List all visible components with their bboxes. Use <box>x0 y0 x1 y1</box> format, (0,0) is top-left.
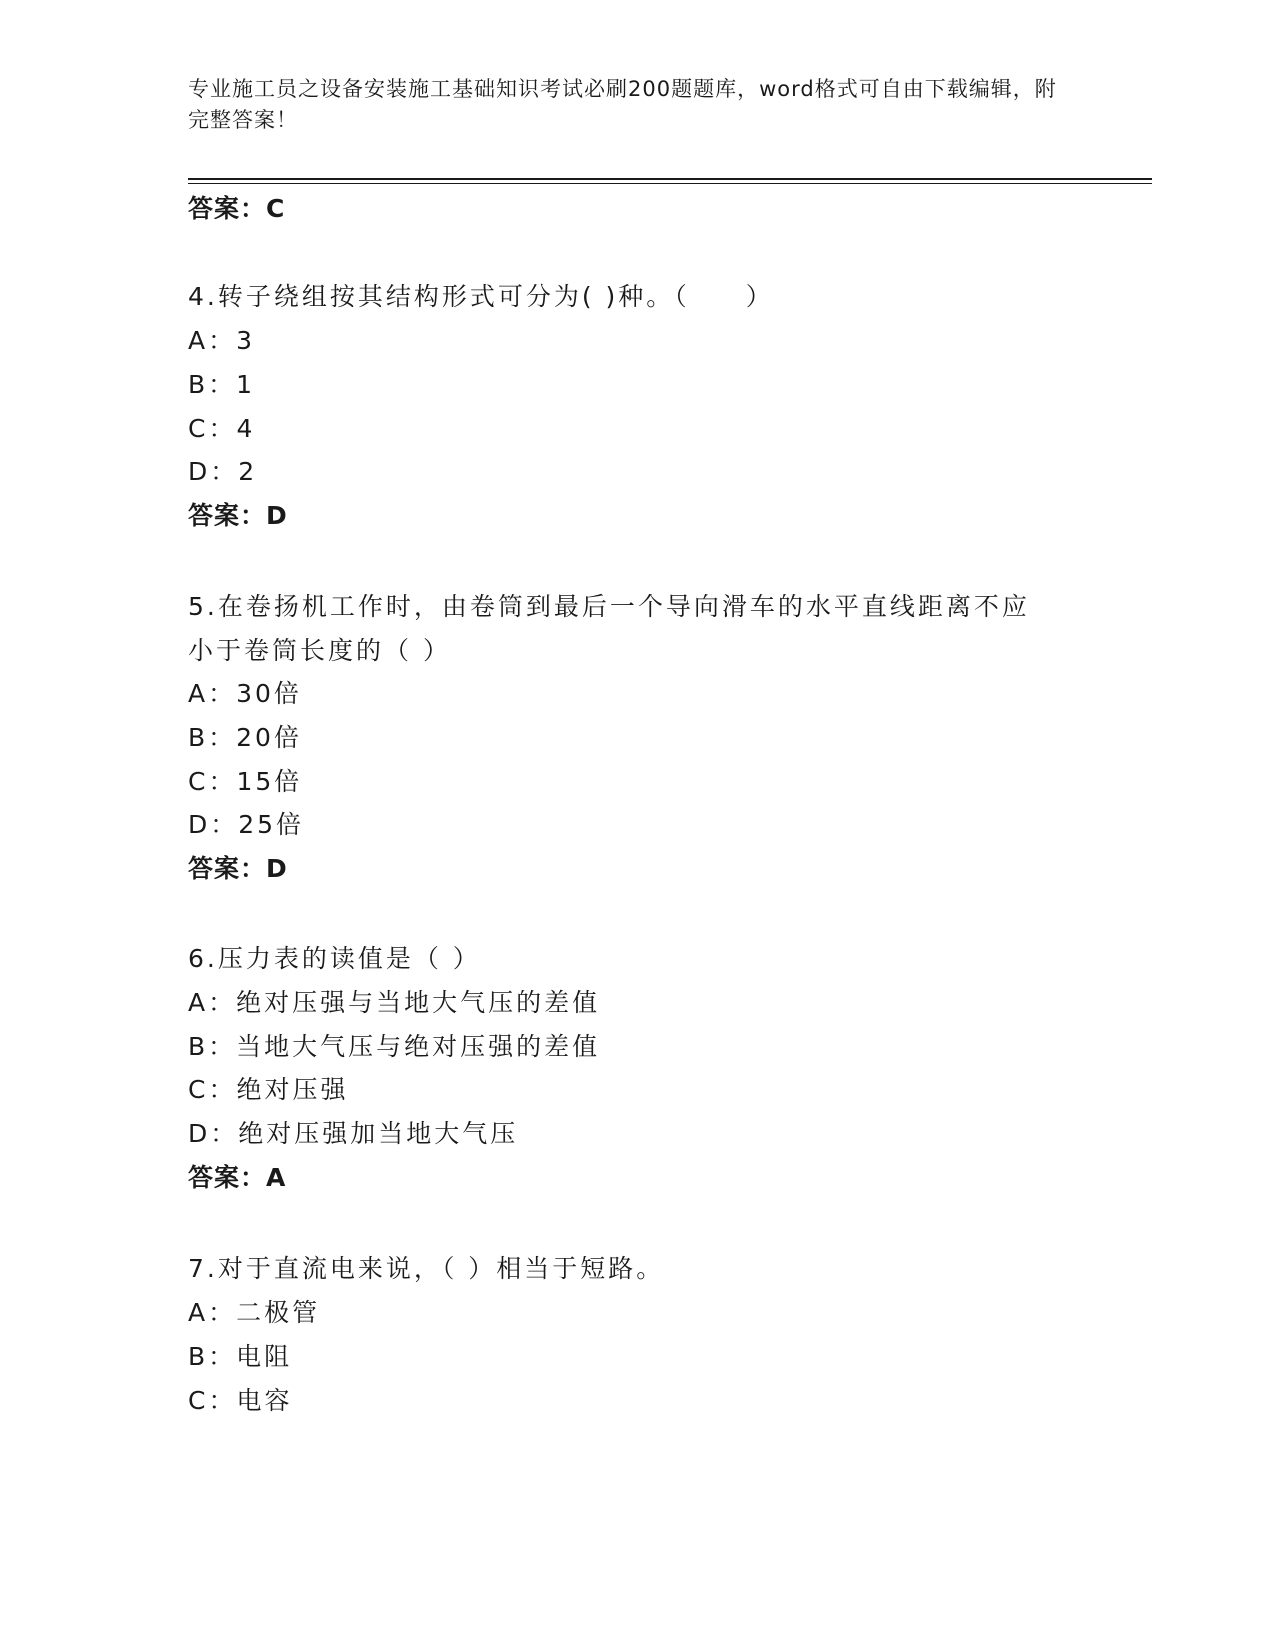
option-c: C：15倍 <box>188 767 303 796</box>
answer-line: 答案：D <box>188 854 288 883</box>
question-stem: 7.对于直流电来说，（ ）相当于短路。 <box>188 1254 665 1283</box>
option-a: A：绝对压强与当地大气压的差值 <box>188 988 601 1017</box>
answer-line: 答案：C <box>188 194 286 223</box>
option-a: A：3 <box>188 326 256 355</box>
option-c: C：4 <box>188 414 256 443</box>
option-a: A：二极管 <box>188 1298 321 1327</box>
option-b: B：电阻 <box>188 1342 293 1371</box>
answer-line: 答案：D <box>188 501 288 530</box>
option-a: A：30倍 <box>188 679 302 708</box>
option-c: C：电容 <box>188 1386 293 1415</box>
option-d: D：绝对压强加当地大气压 <box>188 1119 519 1148</box>
document-header-title: 专业施工员之设备安装施工基础知识考试必刷200题题库，word格式可自由下载编辑，附完整答案！ <box>188 77 1057 132</box>
header-rule-thick <box>188 178 1152 180</box>
option-b: B：当地大气压与绝对压强的差值 <box>188 1032 601 1061</box>
option-c: C：绝对压强 <box>188 1075 349 1104</box>
question-stem: 5.在卷扬机工作时，由卷筒到最后一个导向滑车的水平直线距离不应 <box>188 592 1030 621</box>
question-stem: 4.转子绕组按其结构形式可分为( )种。（ ） <box>188 282 774 311</box>
question-stem: 6.压力表的读值是（ ） <box>188 944 481 973</box>
option-d: D：2 <box>188 457 258 486</box>
answer-line: 答案：A <box>188 1163 287 1192</box>
option-d: D：25倍 <box>188 810 305 839</box>
header-rule-thin <box>188 183 1152 184</box>
question-stem-continued: 小于卷筒长度的（ ） <box>188 636 451 665</box>
option-b: B：1 <box>188 370 256 399</box>
option-b: B：20倍 <box>188 723 302 752</box>
